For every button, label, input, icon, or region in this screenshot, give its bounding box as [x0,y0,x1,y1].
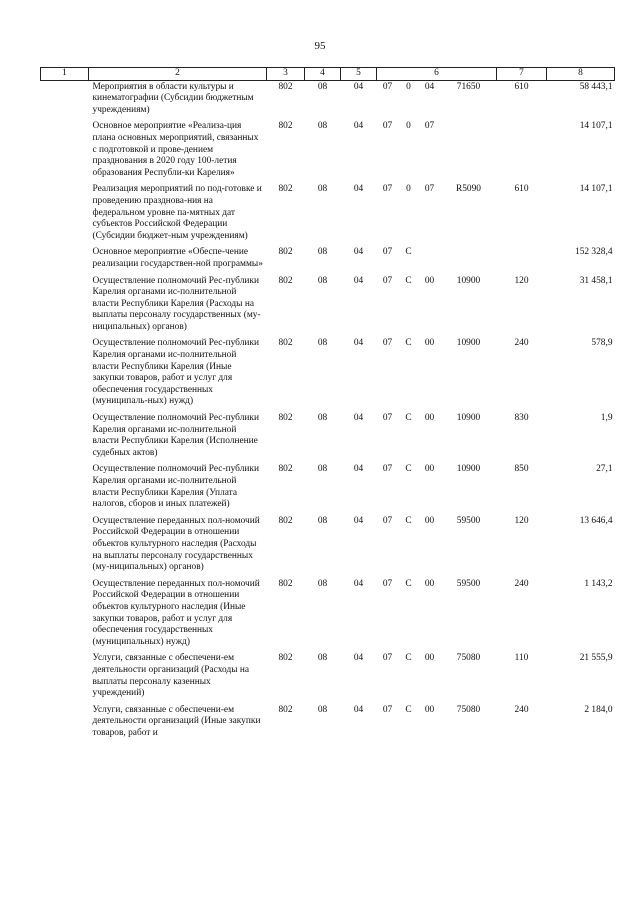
cell-number [41,704,89,744]
cell-program-code: 07 [382,413,393,424]
cell-subprogram-code: С [405,413,412,424]
cell-direction-code: 10900 [456,275,481,286]
cell-administrator-code: 802 [278,464,293,475]
row-name: Осуществление переданных пол-номочий Российской Федерации в отношении объектов культурного наследия (Иные закупки товаров, работ и услуг для обеспечения государственных (муниципальных) нужд) [92,578,260,647]
cell-expense-type: 120 [514,515,529,526]
table-row [41,704,615,744]
column-header-5: 5 [341,68,377,81]
column-header-3: 3 [267,68,305,81]
cell-subprogram-code: С [405,653,412,664]
row-name: Осуществление полномочий Рес-публики Карелия органами ис-полнительной власти Республики Карелия (Уплата налогов, сборов и иных платежей) [92,464,259,510]
cell-section-code: 08 [317,338,328,349]
cell-direction-code: 75080 [456,704,481,715]
table-row [41,412,615,463]
cell-subprogram-code: С [405,464,412,475]
cell-subsection-code: 04 [353,653,364,664]
cell-administrator-code: 802 [278,338,293,349]
cell-subsection-code: 04 [353,275,364,286]
cell-event-code: 00 [424,653,435,664]
cell-program-code: 07 [382,338,393,349]
cell-number [41,246,89,274]
column-header-2: 2 [89,68,267,81]
row-name: Услуги, связанные с обеспечени-ем деятельности организаций (Расходы на выплаты персоналу казенных учреждений) [92,653,250,699]
cell-subsection-code: 04 [353,338,364,349]
row-name: Осуществление полномочий Рес-публики Карелия органами ис-полнительной власти Республики Карелия (Иные закупки товаров, работ и услуг для обеспечения государственных (муниципаль-ных) нужд) [92,338,259,407]
cell-expense-type: 240 [514,704,529,715]
column-header-1: 1 [41,68,89,81]
cell-number [41,120,89,183]
cell-expense-type [497,246,547,274]
cell-administrator-code: 802 [278,81,293,92]
table-row [41,183,615,246]
cell-section-code: 08 [317,413,328,424]
cell-subsection-code: 04 [353,121,364,132]
cell-program-code: 07 [382,247,393,258]
cell-number [41,652,89,703]
cell-direction-code [441,246,497,274]
cell-expense-type: 240 [514,578,529,589]
cell-direction-code [441,120,497,183]
cell-number [41,515,89,578]
cell-amount: 27,1 [596,464,613,475]
cell-amount: 1,9 [600,413,613,424]
cell-subsection-code: 04 [353,704,364,715]
row-name: Мероприятия в области культуры и кинематографии (Субсидии бюджетным учреждениям) [92,81,254,115]
row-name: Основное мероприятие «Реализа-ция плана основных мероприятий, связанных с подготовкой и прове-дением празднования в 2020 году 100-летия образования Республи-ки Карелия» [92,121,259,178]
cell-expense-type: 110 [514,653,529,664]
cell-subprogram-code: 0 [406,121,411,132]
cell-administrator-code: 802 [278,515,293,526]
table-row [41,337,615,412]
cell-program-code: 07 [382,464,393,475]
cell-expense-type: 830 [514,413,529,424]
cell-subprogram-code: 0 [406,81,411,92]
row-name: Основное мероприятие «Обеспе-чение реализации государствен-ной программы» [92,247,263,269]
row-name: Услуги, связанные с обеспечени-ем деятельности организаций (Иные закупки товаров, работ и [92,704,261,738]
cell-expense-type: 610 [514,81,529,92]
cell-section-code: 08 [317,275,328,286]
cell-subprogram-code: С [405,704,412,715]
cell-event-code [419,246,441,274]
cell-expense-type: 850 [514,464,529,475]
cell-section-code: 08 [317,515,328,526]
cell-number [41,183,89,246]
row-name: Осуществление полномочий Рес-публики Карелия органами ис-полнительной власти Республики Карелия (Исполнение судебных актов) [92,413,259,458]
cell-direction-code: 10900 [456,413,481,424]
cell-section-code: 08 [317,184,328,195]
cell-section-code: 08 [317,653,328,664]
cell-amount: 1 143,2 [584,578,613,589]
cell-amount: 13 646,4 [579,515,613,526]
cell-direction-code: 59500 [456,515,481,526]
cell-event-code: 00 [424,464,435,475]
cell-program-code: 07 [382,704,393,715]
table-row [41,578,615,653]
cell-administrator-code: 802 [278,275,293,286]
cell-direction-code: 10900 [456,338,481,349]
cell-amount: 14 107,1 [579,121,613,132]
cell-number [41,80,89,120]
cell-subprogram-code: С [405,578,412,589]
cell-program-code: 07 [382,184,393,195]
cell-event-code: 00 [424,338,435,349]
table-row [41,275,615,338]
cell-subprogram-code: С [405,338,412,349]
table-row [41,515,615,578]
row-name: Осуществление переданных пол-номочий Российской Федерации в отношении объектов культурного наследия (Расходы на выплаты персоналу государственных (му-ниципальных) органов) [92,515,260,573]
table-row [41,652,615,703]
cell-administrator-code: 802 [278,578,293,589]
cell-event-code: 00 [424,413,435,424]
cell-amount: 31 458,1 [579,275,613,286]
cell-event-code: 07 [424,184,435,195]
row-name: Осуществление полномочий Рес-публики Карелия органами ис-полнительной власти Республики Карелия (Расходы на выплаты персоналу государственных (му-ниципальных) органов) [92,275,261,332]
cell-section-code: 08 [317,81,328,92]
cell-event-code: 00 [424,578,435,589]
table-row [41,120,615,183]
cell-expense-type: 610 [514,184,529,195]
column-header-8: 8 [547,68,615,81]
cell-program-code: 07 [382,515,393,526]
table-body [41,80,615,743]
cell-administrator-code: 802 [278,413,293,424]
table-row [41,246,615,274]
cell-subsection-code: 04 [353,464,364,475]
cell-expense-type: 240 [514,338,529,349]
cell-amount: 58 443,1 [579,81,613,92]
cell-number [41,275,89,338]
cell-section-code: 08 [317,247,328,258]
table-row [41,80,615,120]
cell-administrator-code: 802 [278,121,293,132]
cell-amount: 14 107,1 [579,184,613,195]
cell-amount: 152 328,4 [575,247,613,258]
cell-number [41,578,89,653]
page-number: 95 [314,40,326,52]
cell-subprogram-code: 0 [406,184,411,195]
cell-event-code: 00 [424,515,435,526]
cell-expense-type [497,120,547,183]
budget-table [40,67,615,743]
cell-direction-code: 75080 [456,653,481,664]
cell-direction-code: 10900 [456,464,481,475]
cell-number [41,337,89,412]
cell-number [41,463,89,514]
cell-amount: 578,9 [591,338,613,349]
cell-event-code: 00 [424,704,435,715]
cell-section-code: 08 [317,578,328,589]
cell-subsection-code: 04 [353,578,364,589]
cell-subprogram-code: С [405,247,412,258]
cell-event-code: 07 [424,121,435,132]
cell-number [41,412,89,463]
cell-event-code: 04 [424,81,435,92]
cell-program-code: 07 [382,653,393,664]
row-name: Реализация мероприятий по под-готовке и проведению празднова-ния на федеральном уровне па-мятных дат субъектов Российской Федерации (Субсидии бюджет-ным учреждениям) [92,184,262,241]
table-row [41,463,615,514]
cell-program-code: 07 [382,275,393,286]
cell-direction-code: 71650 [456,81,481,92]
cell-amount: 21 555,9 [579,653,613,664]
table-header-row [41,68,615,81]
cell-direction-code: 59500 [456,578,481,589]
cell-section-code: 08 [317,464,328,475]
cell-expense-type: 120 [514,275,529,286]
cell-subprogram-code: С [405,515,412,526]
cell-section-code: 08 [317,704,328,715]
cell-program-code: 07 [382,121,393,132]
cell-subprogram-code: С [405,275,412,286]
column-header-4: 4 [305,68,341,81]
cell-event-code: 00 [424,275,435,286]
cell-administrator-code: 802 [278,704,293,715]
cell-administrator-code: 802 [278,247,293,258]
cell-section-code: 08 [317,121,328,132]
cell-subsection-code: 04 [353,184,364,195]
cell-program-code: 07 [382,81,393,92]
cell-program-code: 07 [382,578,393,589]
cell-direction-code: R5090 [455,184,481,195]
cell-subsection-code: 04 [353,247,364,258]
cell-amount: 2 184,0 [584,704,613,715]
column-header-6: 6 [377,68,497,81]
cell-administrator-code: 802 [278,653,293,664]
cell-subsection-code: 04 [353,81,364,92]
cell-subsection-code: 04 [353,413,364,424]
column-header-7: 7 [497,68,547,81]
cell-subsection-code: 04 [353,515,364,526]
cell-administrator-code: 802 [278,184,293,195]
